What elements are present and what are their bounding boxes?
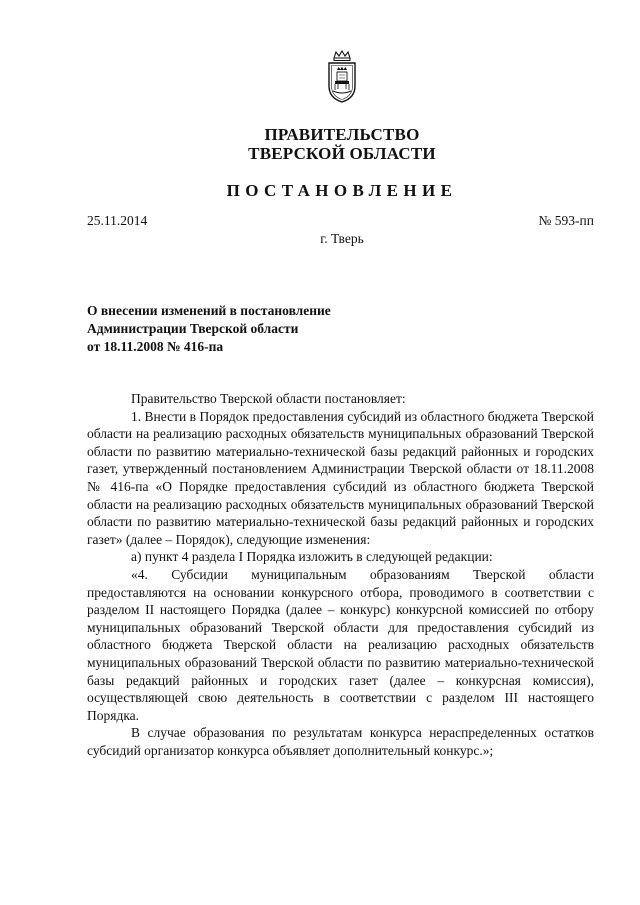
document-date: 25.11.2014: [87, 213, 148, 228]
government-title-line2: ТВЕРСКОЙ ОБЛАСТИ: [248, 144, 436, 163]
subject-line1: О внесении изменений в постановление: [87, 303, 331, 318]
document-subject: [87, 302, 331, 356]
document-city: г. Тверь: [320, 231, 364, 246]
document-type: ПОСТАНОВЛЕНИЕ: [226, 181, 458, 200]
subject-line2: Администрации Тверской области: [87, 321, 299, 336]
paragraph-intro: Правительство Тверской области постановляет:: [131, 391, 406, 406]
coat-of-arms-icon: [327, 50, 357, 104]
paragraph-additional-contest: В случае образования по результатам конкурса нераспределенных остатков субсидий организатор конкурса объявляет дополнительный конкурс.»;: [87, 725, 594, 758]
document-number: № 593-пп: [538, 213, 594, 228]
paragraph-item-1: 1. Внести в Порядок предоставления субсидий из областного бюджета Тверской области на реализацию расходных обязательств муниципальных образований Тверской области по развитию материально-технической базы редакций районных и городских газет, утвержденный постановлением Администрации Тверской области от 18.11.2008 № 416-па «О Порядке предоставления субсидий из областного бюджета Тверской области на реализацию расходных обязательств муниципальных образований Тверской области по развитию материально-технической базы редакций районных и городских газет» (далее – Порядок), следующие изменения:: [87, 408, 594, 547]
document-body: [87, 390, 594, 759]
paragraph-quote-4: «4. Субсидии муниципальным образованиям Тверской области предоставляются на основании конкурсного отбора, проводимого в соответствии с разделом II настоящего Порядка (далее – конкурс) конкурсной комиссией по отбору муниципальных образований Тверской области для предоставления субсидий из областного бюджета Тверской области на реализацию расходных обязательств муниципальных образований Тверской области по развитию материально-технической базы редакций районных и городских газет (далее – конкурсная комиссия), осуществляющей свою деятельность в соответствии с разделом III настоящего Порядка.: [87, 566, 594, 723]
subject-line3: от 18.11.2008 № 416-па: [87, 339, 224, 354]
paragraph-item-a: а) пункт 4 раздела I Порядка изложить в следующей редакции:: [131, 549, 493, 565]
government-title-line1: ПРАВИТЕЛЬСТВО: [264, 125, 420, 144]
